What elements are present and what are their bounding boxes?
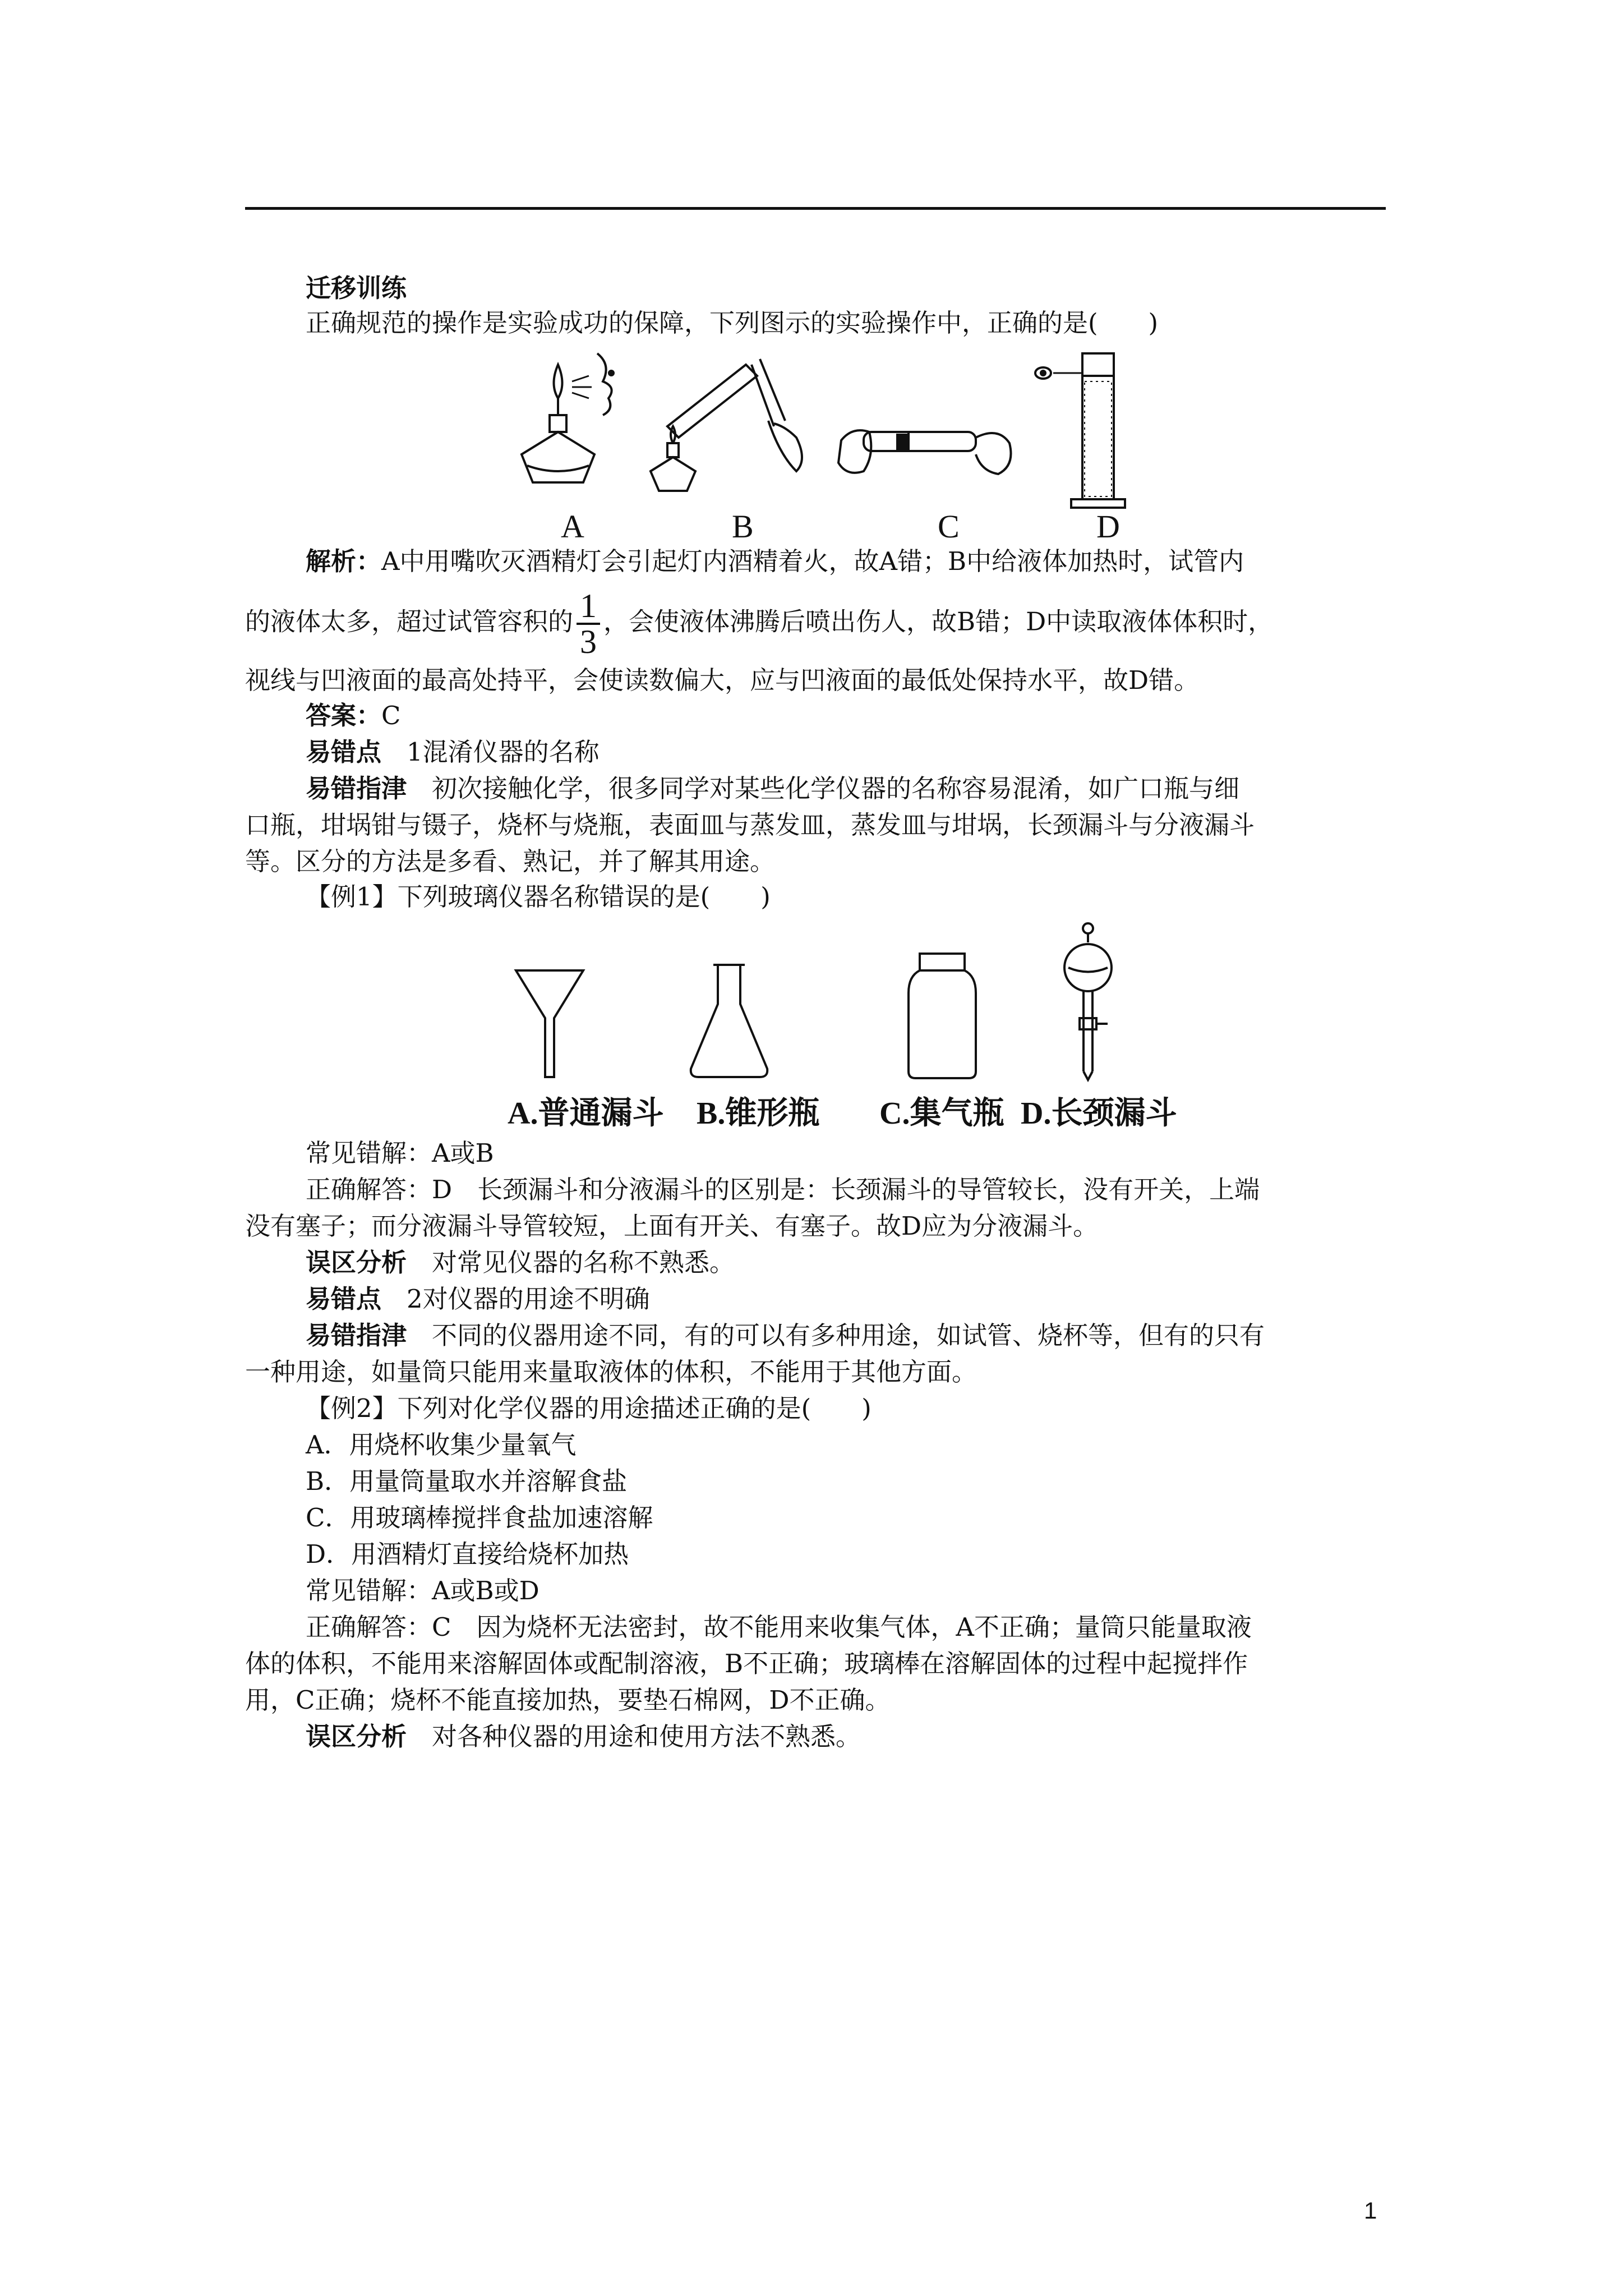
header-rule (245, 207, 1386, 210)
point2-correct-3: 用，C正确；烧杯不能直接加热，要垫石棉网，D不正确。 (245, 1685, 891, 1715)
glassware-label-b: B.锥形瓶 (697, 1096, 820, 1131)
point2-heading: 易错点 2对仪器的用途不明确 (306, 1284, 650, 1314)
option-a: A．用烧杯收集少量氧气 (306, 1430, 577, 1460)
point1-heading: 易错点 1混淆仪器的名称 (306, 737, 600, 767)
transfer-question: 正确规范的操作是实验成功的保障，下列图示的实验操作中，正确的是( ) (306, 308, 1159, 338)
glassware-figure (505, 920, 1178, 1088)
option-c: C．用玻璃棒搅拌食盐加速溶解 (306, 1503, 653, 1533)
conical-flask-icon (691, 965, 767, 1077)
fraction-one-third: $\frac{1}{3}$ (577, 589, 600, 659)
graduated-cylinder-eye-icon (1035, 353, 1125, 508)
point2-correct-1: 正确解答：C 因为烧杯无法密封，故不能用来收集气体，A不正确；量筒只能量取液 (306, 1612, 1252, 1642)
figure-label-c: C (938, 508, 960, 545)
point1-guide-2: 口瓶，坩埚钳与镊子，烧杯与烧瓶，表面皿与蒸发皿，蒸发皿与坩埚，长颈漏斗与分液漏斗 (245, 810, 1255, 840)
point2-guide-2: 一种用途，如量筒只能用来量取液体的体积，不能用于其他方面。 (245, 1357, 978, 1387)
point1-guide-1: 易错指津 初次接触化学，很多同学对某些化学仪器的名称容易混淆，如广口瓶与细 (306, 774, 1240, 803)
figure-label-b: B (732, 508, 754, 545)
example-2: 【例2】下列对化学仪器的用途描述正确的是( ) (306, 1393, 872, 1423)
point1-correct-1: 正确解答：D 长颈漏斗和分液漏斗的区别是：长颈漏斗的导管较长，没有开关，上端 (306, 1175, 1260, 1204)
example-1: 【例1】下列玻璃仪器名称错误的是( ) (306, 882, 771, 912)
point1-correct-2: 没有塞子；而分液漏斗导管较短，上面有开关、有塞子。故D应为分液漏斗。 (245, 1211, 1099, 1241)
funnel-icon (516, 970, 583, 1077)
lab-operations-figure (505, 342, 1178, 522)
glassware-label-d: D.长颈漏斗 (1021, 1096, 1177, 1131)
analysis-line-2: 的液体太多，超过试管容积的 $\frac{1}{3}$ ，会使液体沸腾后喷出伤人，故B错；D中读取液体体积时， (245, 587, 1274, 660)
glassware-label-a: A.普通漏斗 (508, 1096, 664, 1131)
point2-analysis: 误区分析 对各种仪器的用途和使用方法不熟悉。 (306, 1722, 861, 1751)
point2-correct-2: 体的体积，不能用来溶解固体或配制溶液，B不正确；玻璃棒在溶解固体的过程中起搅拌作 (245, 1649, 1248, 1678)
option-b: B．用量筒量取水并溶解食盐 (306, 1466, 628, 1496)
figure-label-a: A (561, 508, 584, 545)
long-neck-funnel-icon (1064, 923, 1112, 1080)
figure-label-d: D (1096, 508, 1120, 545)
gas-jar-icon (909, 954, 976, 1078)
glassware-label-c: C.集气瓶 (879, 1096, 1004, 1131)
analysis-line-1: 解析：A中用嘴吹灭酒精灯会引起灯内酒精着火，故A错；B中给液体加热时，试管内 (306, 546, 1244, 576)
point1-guide-3: 等。区分的方法是多看、熟记，并了解其用途。 (245, 846, 776, 876)
point1-analysis: 误区分析 对常见仪器的名称不熟悉。 (306, 1248, 735, 1277)
page-number: 1 (1364, 2197, 1377, 2224)
alcohol-lamp-blow-icon (522, 353, 614, 482)
option-d: D．用酒精灯直接给烧杯加热 (306, 1539, 629, 1569)
answer-line: 答案：C (306, 701, 401, 730)
point1-common-error: 常见错解：A或B (306, 1138, 494, 1168)
analysis-line-3: 视线与凹液面的最高处持平，会使读数偏大，应与凹液面的最低处保持水平，故D错。 (245, 665, 1200, 695)
point2-common-error: 常见错解：A或B或D (306, 1576, 540, 1605)
heating-test-tube-icon (651, 359, 802, 491)
transfer-heading: 迁移训练 (306, 273, 407, 303)
test-tube-hands-icon (838, 430, 1011, 474)
point2-guide-1: 易错指津 不同的仪器用途不同，有的可以有多种用途，如试管、烧杯等，但有的只有 (306, 1320, 1265, 1350)
